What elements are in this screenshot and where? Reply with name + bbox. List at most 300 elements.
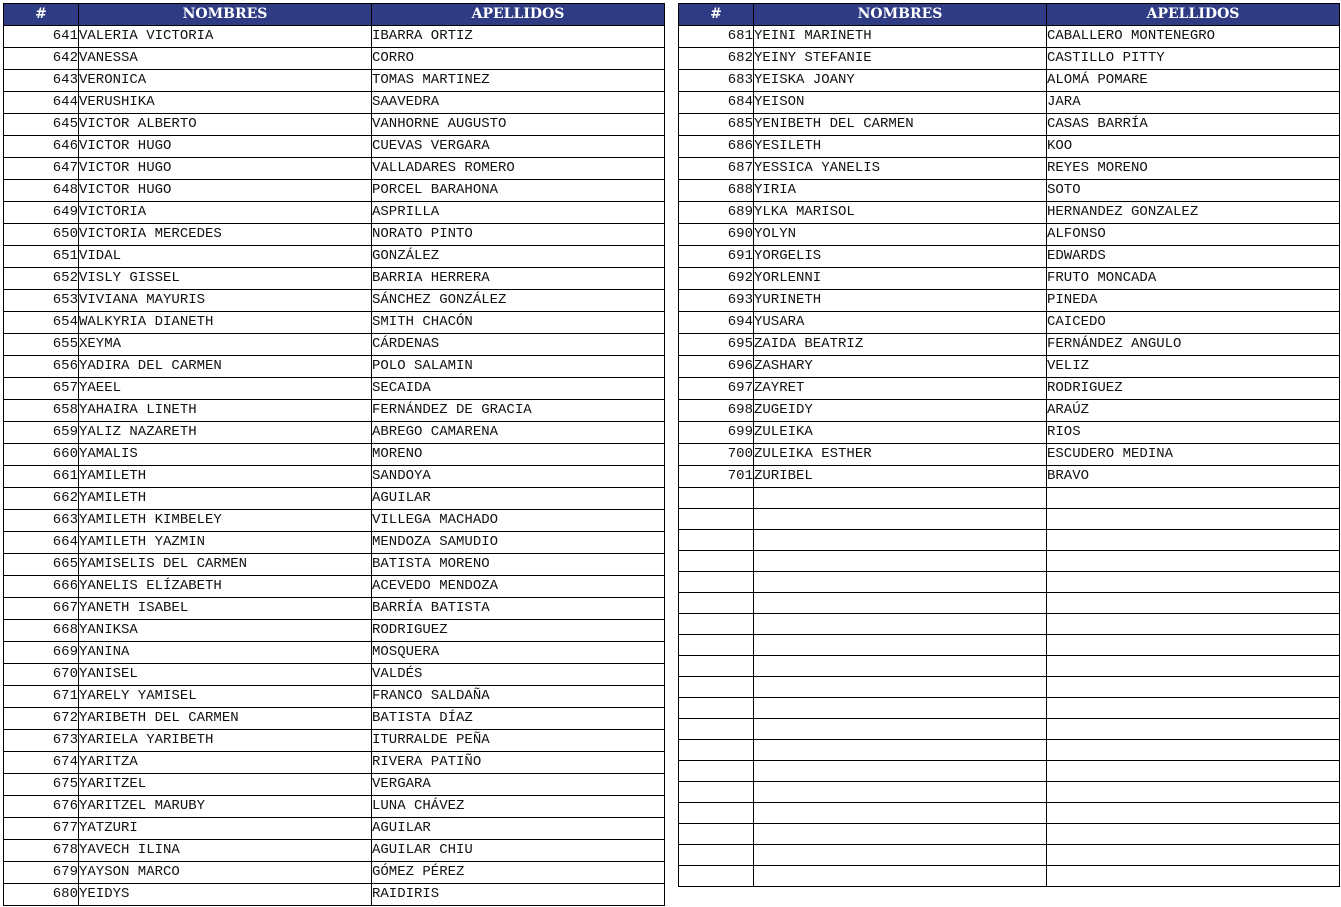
apellidos-cell: ESCUDERO MEDINA (1047, 444, 1340, 466)
nombres-cell: YAHAIRA LINETH (79, 400, 372, 422)
empty-table-row (679, 551, 1340, 572)
row-number-cell (679, 824, 754, 845)
table-row (679, 356, 1340, 378)
nombres-cell: VALERIA VICTORIA (79, 26, 372, 48)
empty-table-row (679, 782, 1340, 803)
apellidos-cell: AGUILAR CHIU (372, 840, 665, 862)
apellidos-cell (1047, 509, 1340, 530)
nombres-cell: YESSICA YANELIS (754, 158, 1047, 180)
row-number-cell: 676 (4, 796, 79, 818)
apellidos-cell: IBARRA ORTIZ (372, 26, 665, 48)
row-number-cell: 670 (4, 664, 79, 686)
table-row (679, 70, 1340, 92)
row-number-cell (679, 509, 754, 530)
apellidos-cell: REYES MORENO (1047, 158, 1340, 180)
apellidos-cell: CÁRDENAS (372, 334, 665, 356)
apellidos-cell (1047, 866, 1340, 887)
apellidos-cell: RODRIGUEZ (1047, 378, 1340, 400)
table-row (679, 400, 1340, 422)
table-row (4, 378, 665, 400)
row-number-cell: 684 (679, 92, 754, 114)
nombres-cell: YANISEL (79, 664, 372, 686)
nombres-cell: YEIDYS (79, 884, 372, 906)
nombres-cell: YEINI MARINETH (754, 26, 1047, 48)
nombres-cell: YADIRA DEL CARMEN (79, 356, 372, 378)
table-row (4, 400, 665, 422)
nombres-cell (754, 845, 1047, 866)
nombres-cell (754, 677, 1047, 698)
row-number-cell (679, 698, 754, 719)
table-row (4, 444, 665, 466)
nombres-cell: YEISKA JOANY (754, 70, 1047, 92)
apellidos-cell (1047, 551, 1340, 572)
row-number-cell: 668 (4, 620, 79, 642)
nombres-cell: YENIBETH DEL CARMEN (754, 114, 1047, 136)
nombres-cell: YARELY YAMISEL (79, 686, 372, 708)
roster-table-left (3, 3, 665, 906)
nombres-cell: ZULEIKA ESTHER (754, 444, 1047, 466)
row-number-cell: 661 (4, 466, 79, 488)
row-number-cell: 648 (4, 180, 79, 202)
table-row (4, 48, 665, 70)
row-number-cell: 680 (4, 884, 79, 906)
empty-table-row (679, 656, 1340, 677)
table-row (4, 202, 665, 224)
nombres-cell: YOLYN (754, 224, 1047, 246)
apellidos-cell (1047, 782, 1340, 803)
table-row (679, 422, 1340, 444)
row-number-cell: 665 (4, 554, 79, 576)
apellidos-cell: RAIDIRIS (372, 884, 665, 906)
nombres-cell: YIRIA (754, 180, 1047, 202)
nombres-cell (754, 509, 1047, 530)
apellidos-cell: VALLADARES ROMERO (372, 158, 665, 180)
apellidos-cell: CABALLERO MONTENEGRO (1047, 26, 1340, 48)
row-number-cell: 675 (4, 774, 79, 796)
table-row (4, 356, 665, 378)
roster-body-right (679, 26, 1340, 887)
apellidos-cell: TOMAS MARTINEZ (372, 70, 665, 92)
table-row (4, 180, 665, 202)
row-number-cell: 651 (4, 246, 79, 268)
table-row (4, 554, 665, 576)
table-header-row (4, 4, 665, 26)
nombres-cell: YALIZ NAZARETH (79, 422, 372, 444)
apellidos-cell: SECAIDA (372, 378, 665, 400)
table-row (4, 598, 665, 620)
table-row (4, 334, 665, 356)
table-row (4, 312, 665, 334)
apellidos-cell (1047, 698, 1340, 719)
row-number-cell: 647 (4, 158, 79, 180)
apellidos-cell (1047, 761, 1340, 782)
table-row (679, 466, 1340, 488)
table-row (4, 532, 665, 554)
nombres-cell: ZASHARY (754, 356, 1047, 378)
table-row (679, 26, 1340, 48)
row-number-cell (679, 740, 754, 761)
table-row (4, 686, 665, 708)
nombres-cell: YANIKSA (79, 620, 372, 642)
row-number-cell (679, 782, 754, 803)
apellidos-cell (1047, 593, 1340, 614)
table-row (4, 268, 665, 290)
row-number-cell: 693 (679, 290, 754, 312)
apellidos-cell: EDWARDS (1047, 246, 1340, 268)
row-number-cell: 658 (4, 400, 79, 422)
nombres-cell (754, 803, 1047, 824)
apellidos-cell: CAICEDO (1047, 312, 1340, 334)
nombres-cell: VICTORIA MERCEDES (79, 224, 372, 246)
table-row (4, 92, 665, 114)
table-row (4, 642, 665, 664)
row-number-cell: 673 (4, 730, 79, 752)
empty-table-row (679, 845, 1340, 866)
apellidos-cell: RIOS (1047, 422, 1340, 444)
row-number-cell: 696 (679, 356, 754, 378)
apellidos-cell: GÓMEZ PÉREZ (372, 862, 665, 884)
nombres-cell: YAMILETH KIMBELEY (79, 510, 372, 532)
nombres-cell: YEINY STEFANIE (754, 48, 1047, 70)
row-number-cell: 662 (4, 488, 79, 510)
row-number-cell (679, 614, 754, 635)
row-number-cell: 678 (4, 840, 79, 862)
row-number-cell: 659 (4, 422, 79, 444)
apellidos-cell: VELIZ (1047, 356, 1340, 378)
apellidos-cell: SMITH CHACÓN (372, 312, 665, 334)
table-row (679, 378, 1340, 400)
row-number-cell: 671 (4, 686, 79, 708)
apellidos-cell: ASPRILLA (372, 202, 665, 224)
row-number-cell: 699 (679, 422, 754, 444)
nombres-cell: VANESSA (79, 48, 372, 70)
table-row (679, 92, 1340, 114)
nombres-cell: YANELIS ELÍZABETH (79, 576, 372, 598)
apellidos-cell: ITURRALDE PEÑA (372, 730, 665, 752)
apellidos-cell (1047, 803, 1340, 824)
table-row (4, 246, 665, 268)
table-row (679, 312, 1340, 334)
apellidos-cell (1047, 572, 1340, 593)
column-header-apellidos: APELLIDOS (372, 4, 665, 26)
nombres-cell: VIDAL (79, 246, 372, 268)
nombres-cell: ZAYRET (754, 378, 1047, 400)
row-number-cell (679, 803, 754, 824)
nombres-cell: VISLY GISSEL (79, 268, 372, 290)
row-number-cell: 689 (679, 202, 754, 224)
table-row (4, 818, 665, 840)
apellidos-cell: ALFONSO (1047, 224, 1340, 246)
apellidos-cell: BRAVO (1047, 466, 1340, 488)
nombres-cell (754, 782, 1047, 803)
column-header-nombres: NOMBRES (754, 4, 1047, 26)
apellidos-cell (1047, 740, 1340, 761)
empty-table-row (679, 803, 1340, 824)
table-row (4, 114, 665, 136)
apellidos-cell (1047, 530, 1340, 551)
row-number-cell: 694 (679, 312, 754, 334)
nombres-cell: VERUSHIKA (79, 92, 372, 114)
table-row (4, 752, 665, 774)
apellidos-cell: GONZÁLEZ (372, 246, 665, 268)
apellidos-cell: CORRO (372, 48, 665, 70)
row-number-cell: 698 (679, 400, 754, 422)
apellidos-cell (1047, 656, 1340, 677)
row-number-cell: 654 (4, 312, 79, 334)
apellidos-cell: MOSQUERA (372, 642, 665, 664)
column-header-number: # (679, 4, 754, 26)
row-number-cell: 642 (4, 48, 79, 70)
empty-table-row (679, 572, 1340, 593)
row-number-cell (679, 593, 754, 614)
table-row (4, 290, 665, 312)
row-number-cell: 672 (4, 708, 79, 730)
nombres-cell: YAMILETH (79, 488, 372, 510)
nombres-cell (754, 761, 1047, 782)
apellidos-cell: ACEVEDO MENDOZA (372, 576, 665, 598)
apellidos-cell (1047, 824, 1340, 845)
row-number-cell: 682 (679, 48, 754, 70)
apellidos-cell: BARRÍA BATISTA (372, 598, 665, 620)
nombres-cell: VICTOR HUGO (79, 158, 372, 180)
nombres-cell (754, 656, 1047, 677)
apellidos-cell: BATISTA DÍAZ (372, 708, 665, 730)
nombres-cell: YAMILETH YAZMIN (79, 532, 372, 554)
nombres-cell (754, 698, 1047, 719)
apellidos-cell: FRANCO SALDAÑA (372, 686, 665, 708)
row-number-cell: 653 (4, 290, 79, 312)
apellidos-cell: PORCEL BARAHONA (372, 180, 665, 202)
nombres-cell (754, 635, 1047, 656)
nombres-cell (754, 740, 1047, 761)
table-row (4, 422, 665, 444)
column-header-apellidos: APELLIDOS (1047, 4, 1340, 26)
row-number-cell (679, 656, 754, 677)
nombres-cell: YAMILETH (79, 466, 372, 488)
row-number-cell: 688 (679, 180, 754, 202)
nombres-cell: VICTOR HUGO (79, 136, 372, 158)
empty-table-row (679, 593, 1340, 614)
column-header-number: # (4, 4, 79, 26)
nombres-cell: VIVIANA MAYURIS (79, 290, 372, 312)
apellidos-cell: FRUTO MONCADA (1047, 268, 1340, 290)
table-row (679, 334, 1340, 356)
row-number-cell (679, 551, 754, 572)
nombres-cell: YAMISELIS DEL CARMEN (79, 554, 372, 576)
apellidos-cell: MORENO (372, 444, 665, 466)
row-number-cell: 657 (4, 378, 79, 400)
nombres-cell: YORGELIS (754, 246, 1047, 268)
nombres-cell: VERONICA (79, 70, 372, 92)
row-number-cell: 664 (4, 532, 79, 554)
table-row (679, 444, 1340, 466)
table-row (4, 26, 665, 48)
apellidos-cell: SÁNCHEZ GONZÁLEZ (372, 290, 665, 312)
table-row (4, 136, 665, 158)
empty-table-row (679, 614, 1340, 635)
nombres-cell: YANETH ISABEL (79, 598, 372, 620)
table-row (4, 796, 665, 818)
row-number-cell: 649 (4, 202, 79, 224)
nombres-cell: YARITZEL MARUBY (79, 796, 372, 818)
apellidos-cell: CASTILLO PITTY (1047, 48, 1340, 70)
nombres-cell (754, 551, 1047, 572)
apellidos-cell: JARA (1047, 92, 1340, 114)
empty-table-row (679, 509, 1340, 530)
table-row (4, 884, 665, 906)
row-number-cell (679, 845, 754, 866)
nombres-cell (754, 614, 1047, 635)
row-number-cell: 660 (4, 444, 79, 466)
nombres-cell: ZULEIKA (754, 422, 1047, 444)
row-number-cell (679, 719, 754, 740)
nombres-cell: YORLENNI (754, 268, 1047, 290)
table-row (4, 510, 665, 532)
table-row (4, 840, 665, 862)
column-header-nombres: NOMBRES (79, 4, 372, 26)
apellidos-cell: FERNÁNDEZ ANGULO (1047, 334, 1340, 356)
nombres-cell: XEYMA (79, 334, 372, 356)
table-row (4, 70, 665, 92)
row-number-cell: 643 (4, 70, 79, 92)
nombres-cell (754, 719, 1047, 740)
apellidos-cell: HERNANDEZ GONZALEZ (1047, 202, 1340, 224)
nombres-cell (754, 593, 1047, 614)
apellidos-cell: AGUILAR (372, 488, 665, 510)
nombres-cell: YAMALIS (79, 444, 372, 466)
apellidos-cell: FERNÁNDEZ DE GRACIA (372, 400, 665, 422)
nombres-cell: VICTORIA (79, 202, 372, 224)
table-row (679, 268, 1340, 290)
row-number-cell: 644 (4, 92, 79, 114)
row-number-cell: 650 (4, 224, 79, 246)
table-row (4, 158, 665, 180)
row-number-cell: 685 (679, 114, 754, 136)
apellidos-cell: ABREGO CAMARENA (372, 422, 665, 444)
table-row (4, 708, 665, 730)
apellidos-cell (1047, 488, 1340, 509)
nombres-cell: ZUGEIDY (754, 400, 1047, 422)
table-row (4, 730, 665, 752)
empty-table-row (679, 866, 1340, 887)
apellidos-cell: SAAVEDRA (372, 92, 665, 114)
apellidos-cell: LUNA CHÁVEZ (372, 796, 665, 818)
row-number-cell: 656 (4, 356, 79, 378)
empty-table-row (679, 698, 1340, 719)
nombres-cell: VICTOR HUGO (79, 180, 372, 202)
nombres-cell: YUSARA (754, 312, 1047, 334)
row-number-cell: 700 (679, 444, 754, 466)
apellidos-cell: NORATO PINTO (372, 224, 665, 246)
apellidos-cell: AGUILAR (372, 818, 665, 840)
table-row (4, 664, 665, 686)
nombres-cell: YATZURI (79, 818, 372, 840)
apellidos-cell: MENDOZA SAMUDIO (372, 532, 665, 554)
apellidos-cell (1047, 635, 1340, 656)
apellidos-cell: KOO (1047, 136, 1340, 158)
table-row (679, 136, 1340, 158)
row-number-cell: 679 (4, 862, 79, 884)
nombres-cell (754, 866, 1047, 887)
empty-table-row (679, 635, 1340, 656)
nombres-cell (754, 530, 1047, 551)
nombres-cell: YLKA MARISOL (754, 202, 1047, 224)
table-row (4, 488, 665, 510)
row-number-cell: 687 (679, 158, 754, 180)
empty-table-row (679, 488, 1340, 509)
apellidos-cell: RODRIGUEZ (372, 620, 665, 642)
row-number-cell: 645 (4, 114, 79, 136)
row-number-cell: 692 (679, 268, 754, 290)
row-number-cell: 697 (679, 378, 754, 400)
table-row (4, 774, 665, 796)
apellidos-cell: SANDOYA (372, 466, 665, 488)
apellidos-cell: VALDÉS (372, 664, 665, 686)
apellidos-cell: VILLEGA MACHADO (372, 510, 665, 532)
table-row (4, 466, 665, 488)
nombres-cell (754, 572, 1047, 593)
nombres-cell: YARITZEL (79, 774, 372, 796)
table-row (4, 224, 665, 246)
empty-table-row (679, 761, 1340, 782)
apellidos-cell (1047, 677, 1340, 698)
row-number-cell (679, 677, 754, 698)
row-number-cell: 695 (679, 334, 754, 356)
table-row (4, 620, 665, 642)
apellidos-cell: PINEDA (1047, 290, 1340, 312)
table-row (679, 224, 1340, 246)
nombres-cell (754, 488, 1047, 509)
row-number-cell (679, 572, 754, 593)
table-row (4, 862, 665, 884)
row-number-cell: 663 (4, 510, 79, 532)
table-row (679, 158, 1340, 180)
nombres-cell: VICTOR ALBERTO (79, 114, 372, 136)
apellidos-cell: POLO SALAMIN (372, 356, 665, 378)
apellidos-cell: BARRIA HERRERA (372, 268, 665, 290)
apellidos-cell (1047, 719, 1340, 740)
row-number-cell (679, 866, 754, 887)
row-number-cell (679, 761, 754, 782)
row-number-cell: 674 (4, 752, 79, 774)
apellidos-cell: RIVERA PATIÑO (372, 752, 665, 774)
apellidos-cell: ARAÚZ (1047, 400, 1340, 422)
apellidos-cell (1047, 845, 1340, 866)
table-row (4, 576, 665, 598)
apellidos-cell: ALOMÁ POMARE (1047, 70, 1340, 92)
row-number-cell: 641 (4, 26, 79, 48)
row-number-cell: 666 (4, 576, 79, 598)
empty-table-row (679, 719, 1340, 740)
nombres-cell: YANINA (79, 642, 372, 664)
row-number-cell (679, 530, 754, 551)
empty-table-row (679, 677, 1340, 698)
nombres-cell: YEISON (754, 92, 1047, 114)
nombres-cell: YAVECH ILINA (79, 840, 372, 862)
row-number-cell: 669 (4, 642, 79, 664)
nombres-cell: ZAIDA BEATRIZ (754, 334, 1047, 356)
apellidos-cell: BATISTA MORENO (372, 554, 665, 576)
empty-table-row (679, 530, 1340, 551)
table-row (679, 48, 1340, 70)
row-number-cell: 655 (4, 334, 79, 356)
row-number-cell: 691 (679, 246, 754, 268)
nombres-cell: WALKYRIA DIANETH (79, 312, 372, 334)
row-number-cell: 652 (4, 268, 79, 290)
row-number-cell: 686 (679, 136, 754, 158)
roster-body-left (4, 26, 665, 906)
nombres-cell: YURINETH (754, 290, 1047, 312)
